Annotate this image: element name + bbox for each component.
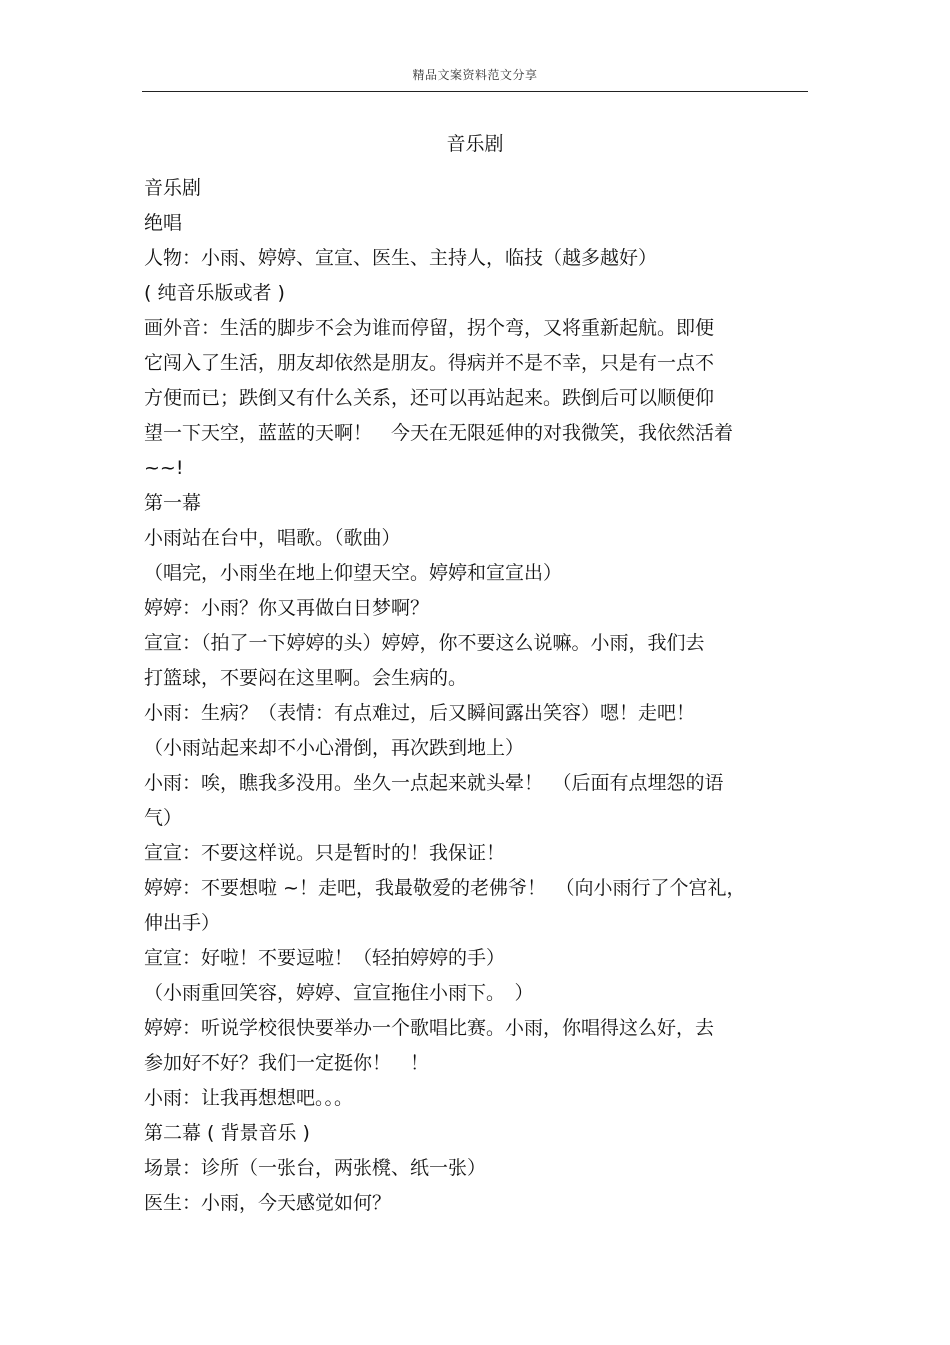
text-line: 第一幕 <box>144 492 202 514</box>
text-line: 音乐剧 <box>144 177 202 199</box>
text-line: 场景：诊所（一张台，两张櫈、纸一张） <box>144 1157 487 1179</box>
text-line: 宣宣：不要这样说。只是暂时的！我保证！ <box>144 842 506 864</box>
text-line: 打篮球，不要闷在这里啊。会生病的。 <box>144 667 468 689</box>
text-line: 方便而已；跌倒又有什么关系，还可以再站起来。跌倒后可以顺便仰 <box>144 387 715 409</box>
text-line: 画外音：生活的脚步不会为谁而停留，拐个弯，又将重新起航。即便 <box>144 317 715 339</box>
text-line: 婷婷：小雨？你又再做白日梦啊？ <box>144 597 430 619</box>
text-line: 小雨：生病？（表情：有点难过，后又瞬间露出笑容）嗯！走吧！ <box>144 702 696 724</box>
text-line: 小雨站在台中，唱歌。（歌曲） <box>144 527 401 549</box>
text-line: ( 纯音乐版或者 ) <box>144 282 285 304</box>
text-line: 婷婷：不要想啦 ~！走吧，我最敬爱的老佛爷！ （向小雨行了个宫礼， <box>144 877 746 899</box>
text-line: 小雨：唉，瞧我多没用。坐久一点起来就头晕！ （后面有点埋怨的语 <box>144 772 724 794</box>
text-line: 婷婷：听说学校很快要举办一个歌唱比赛。小雨，你唱得这么好，去 <box>144 1017 715 1039</box>
text-line: （小雨站起来却不小心滑倒，再次跌到地上） <box>144 737 525 759</box>
header-divider <box>142 91 808 92</box>
page-header: 精品文案资料范文分享 <box>412 68 538 82</box>
text-line: 气） <box>144 807 183 829</box>
document-title: 音乐剧 <box>446 133 504 155</box>
text-line: 宣宣：（拍了一下婷婷的头）婷婷，你不要这么说嘛。小雨，我们去 <box>144 632 705 654</box>
text-line: 望一下天空，蓝蓝的天啊！ 今天在无限延伸的对我微笑，我依然活着 <box>144 422 734 444</box>
text-line: 人物：小雨、婷婷、宣宣、医生、主持人，临技（越多越好） <box>144 247 658 269</box>
text-line: ~~! <box>144 457 184 479</box>
text-line: （小雨重回笑容，婷婷、宣宣拖住小雨下。 ） <box>144 982 534 1004</box>
text-line: 参加好不好？我们一定挺你！ ！ <box>144 1052 430 1074</box>
text-line: 宣宣：好啦！不要逗啦！（轻拍婷婷的手） <box>144 947 506 969</box>
text-line: 小雨：让我再想想吧。。。 <box>144 1087 354 1109</box>
text-line: 第二幕 ( 背景音乐 ) <box>144 1122 310 1144</box>
text-line: 医生：小雨，今天感觉如何？ <box>144 1192 392 1214</box>
text-line: （唱完，小雨坐在地上仰望天空。婷婷和宣宣出） <box>144 562 563 584</box>
text-line: 它闯入了生活，朋友却依然是朋友。得病并不是不幸，只是有一点不 <box>144 352 715 374</box>
script-body <box>144 171 804 1221</box>
text-line: 绝唱 <box>144 212 183 234</box>
text-line: 伸出手） <box>144 912 221 934</box>
